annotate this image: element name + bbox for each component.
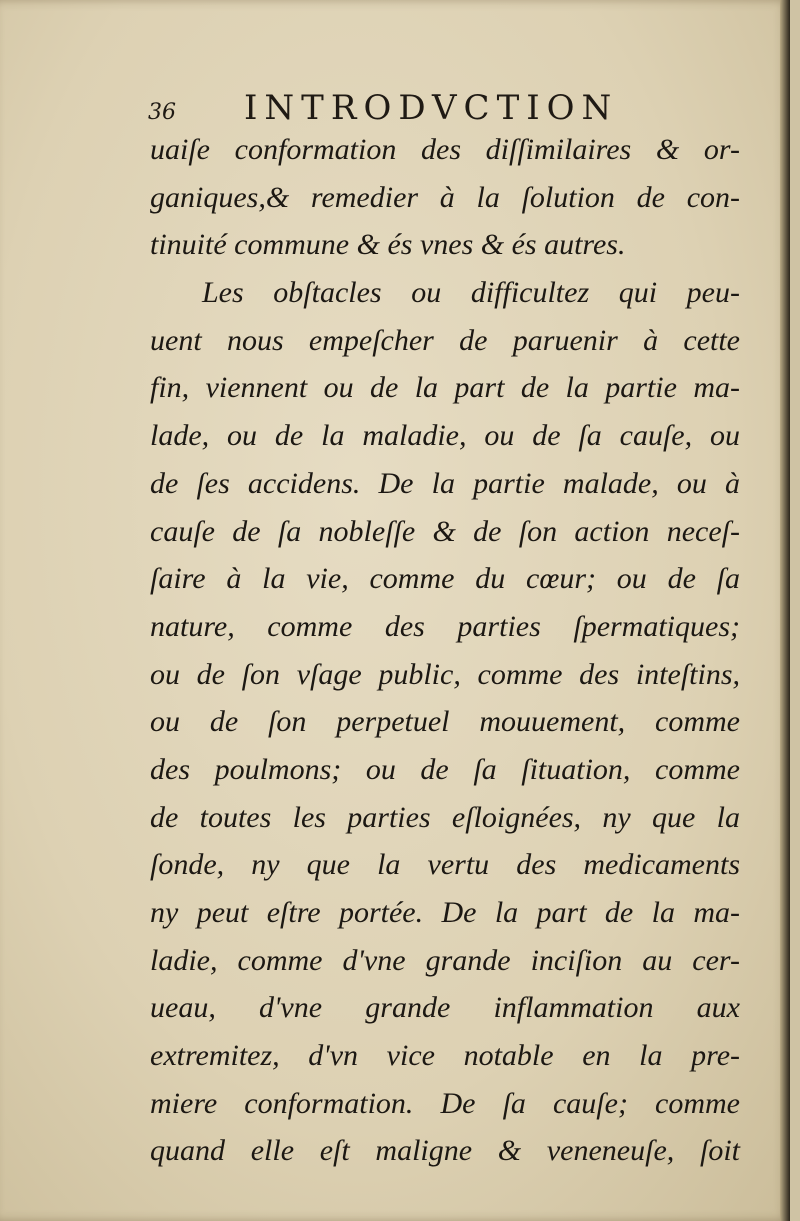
text-line: lade, ou de la maladie, ou de ſa cauſe, ou — [150, 419, 740, 453]
text-line: Les obſtacles ou difficultez qui peu- — [202, 276, 740, 310]
body-text — [150, 126, 740, 1175]
text-line: ou de ſon vſage public, comme des inteſtins, — [150, 657, 740, 691]
text-line: ladie, comme d'vne grande inciſion au cer- — [150, 943, 740, 977]
text-line: ueau, d'vne grande inflammation aux — [150, 991, 740, 1025]
text-line: ſonde, ny que la vertu des medicaments — [150, 848, 740, 882]
page-number: 36 — [148, 100, 176, 125]
text-line: fin, viennent ou de la part de la partie ma- — [150, 371, 740, 405]
text-line: quand elle eſt maligne & veneneuſe, ſoit — [150, 1134, 740, 1168]
text-line: ou de ſon perpetuel mouuement, comme — [150, 705, 740, 739]
text-line: tinuité commune & és vnes & és autres. — [150, 228, 626, 262]
text-line: ſaire à la vie, comme du cœur; ou de ſa — [150, 562, 740, 596]
page-header — [148, 88, 748, 128]
text-line: ny peut eſtre portée. De la part de la ma- — [150, 896, 740, 929]
text-line: cauſe de ſa nobleſſe & de ſon action neceſ- — [150, 514, 740, 548]
page-edge-shadow — [780, 0, 790, 1221]
text-line: de toutes les parties eſloignées, ny que la — [150, 800, 740, 834]
text-line: uaiſe conformation des diſſimilaires & or- — [150, 133, 740, 166]
text-line: ganiques,& remedier à la ſolution de con- — [150, 180, 740, 214]
text-line: de ſes accidens. De la partie malade, ou à — [150, 466, 740, 500]
text-line: uent nous empeſcher de paruenir à cette — [150, 323, 740, 357]
text-line: des poulmons; ou de ſa ſituation, comme — [150, 752, 740, 786]
running-title: INTRODVCTION — [244, 88, 619, 128]
text-line: miere conformation. De ſa cauſe; comme — [150, 1086, 740, 1120]
text-line: extremitez, d'vn vice notable en la pre- — [150, 1039, 740, 1073]
text-line: nature, comme des parties ſpermatiques; — [150, 609, 740, 643]
